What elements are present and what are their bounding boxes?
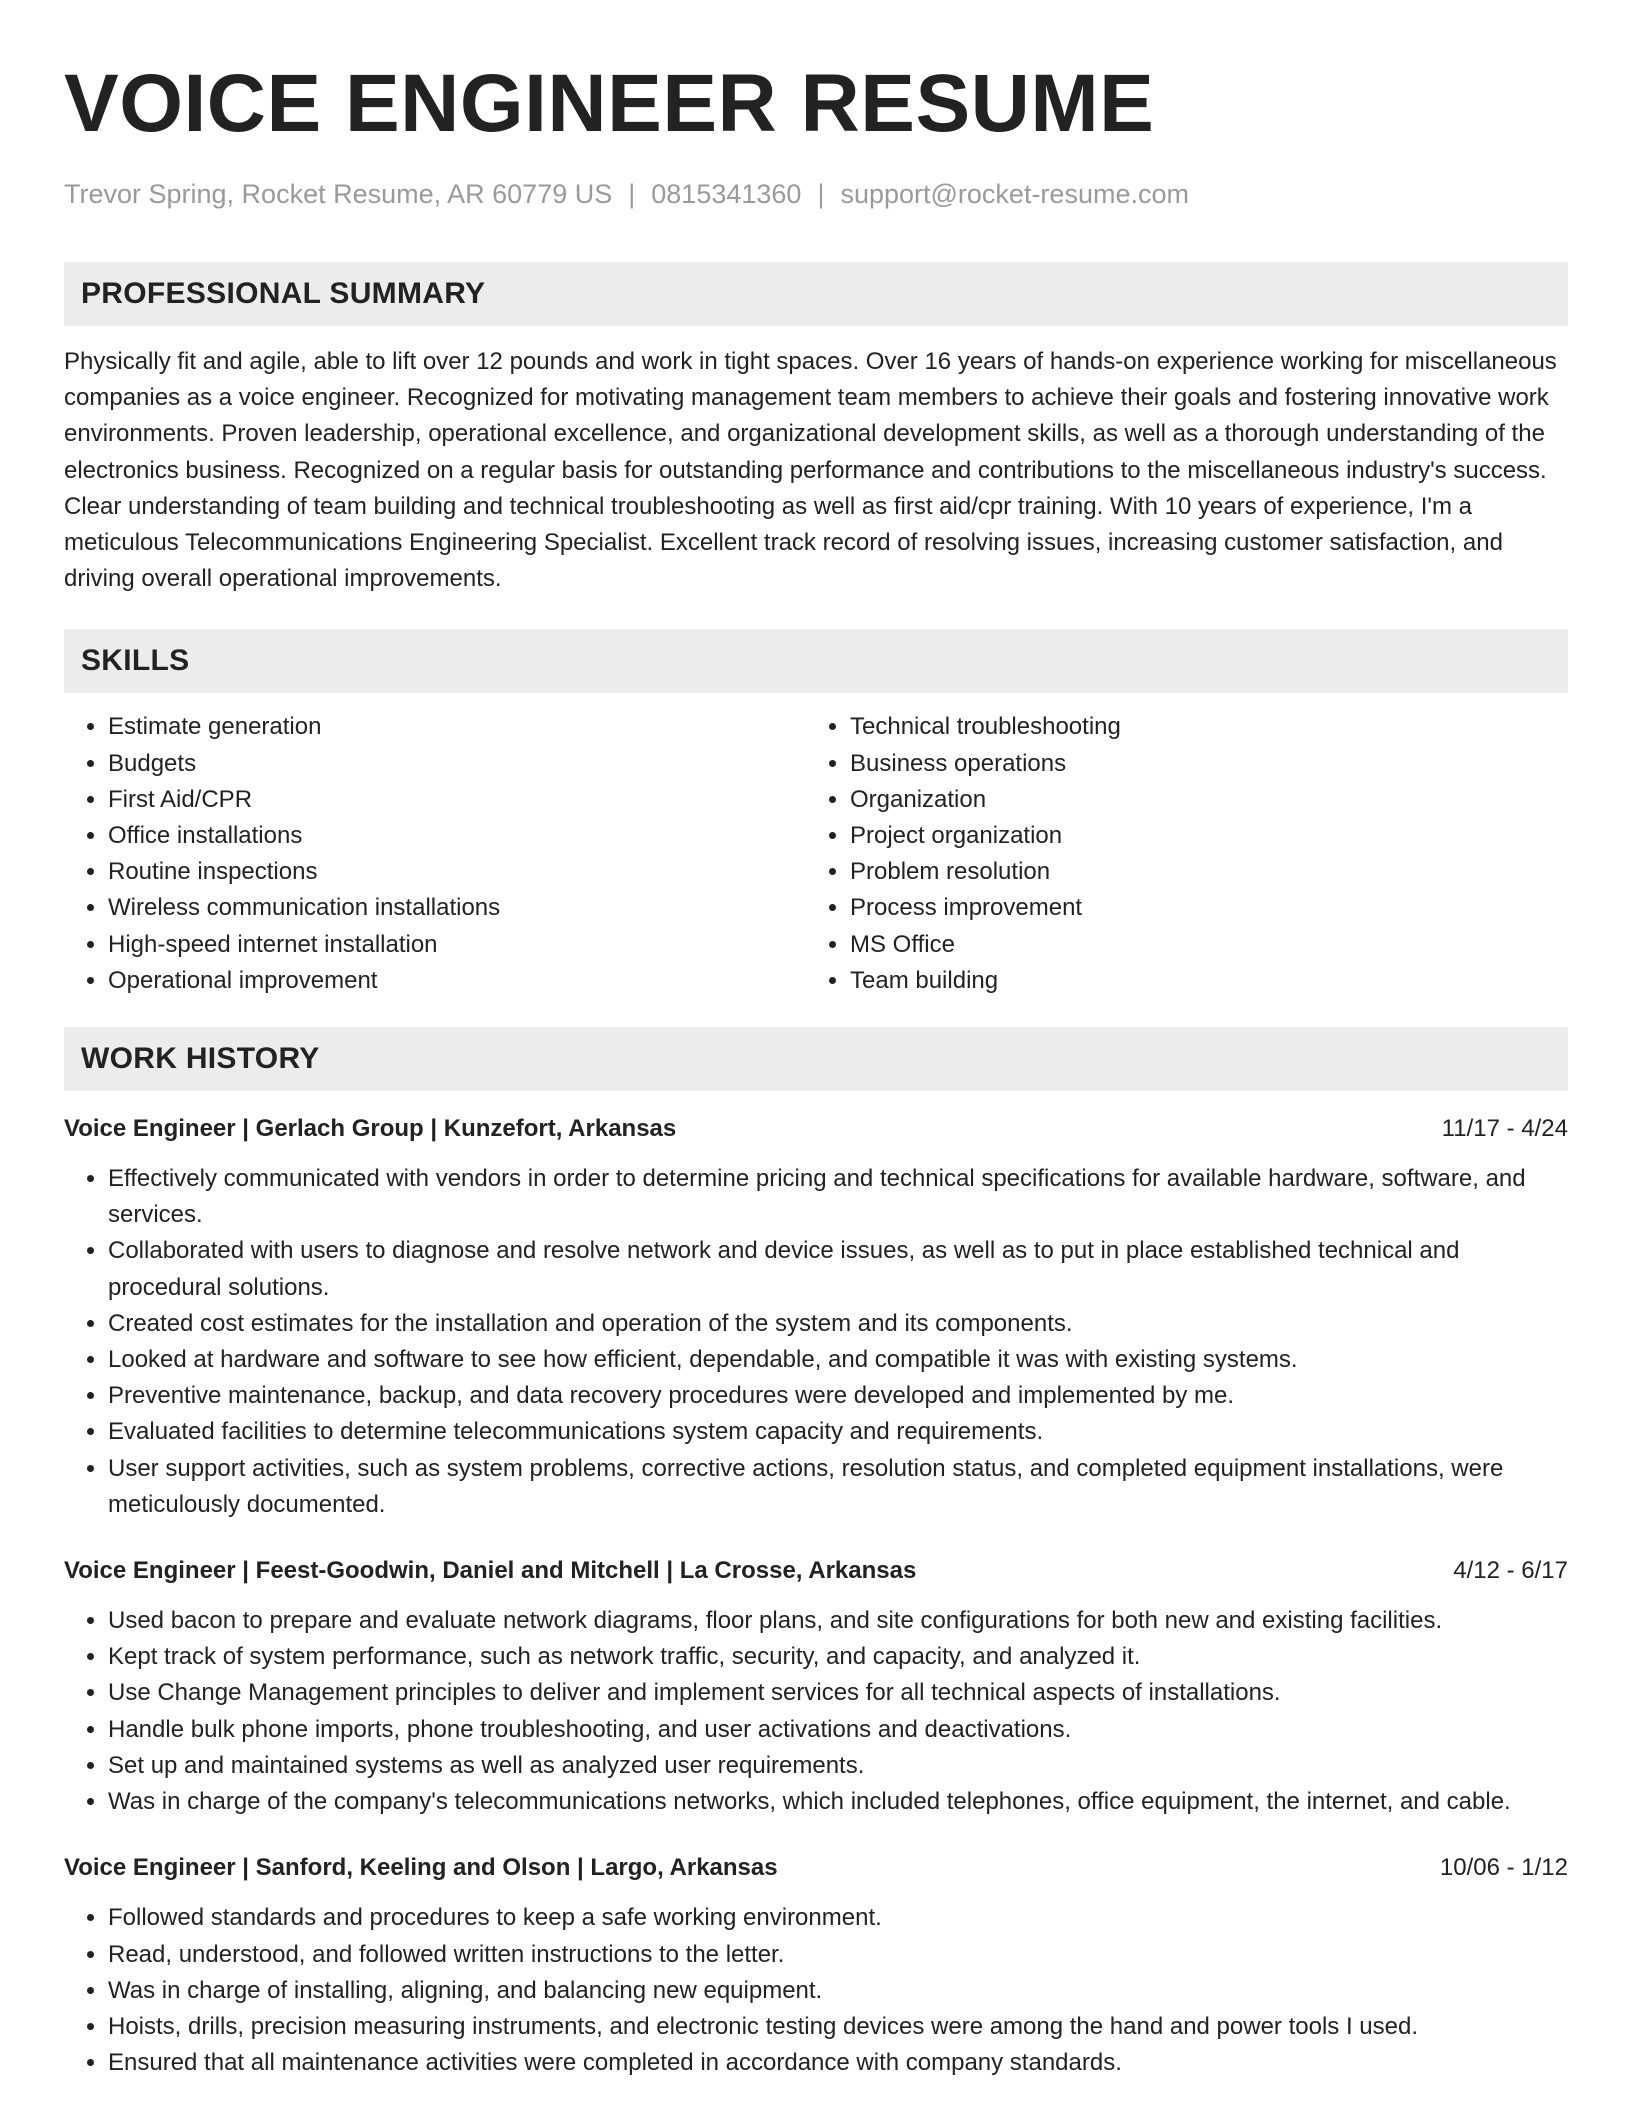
job-dates: 11/17 - 4/24 bbox=[1441, 1115, 1568, 1143]
job-title: Voice Engineer | Gerlach Group | Kunzefort, Arkansas bbox=[64, 1115, 677, 1143]
skill-item: • Office installations bbox=[108, 818, 806, 854]
job-entry bbox=[64, 1553, 1568, 1820]
contact-separator: | bbox=[817, 179, 825, 209]
skill-item: • Team building bbox=[850, 963, 1548, 999]
contact-line bbox=[64, 176, 1568, 212]
job-bullet: • Effectively communicated with vendors in order to determine pricing and technical specifications for available hardware, software, and services. bbox=[108, 1161, 1568, 1233]
skill-item: • Routine inspections bbox=[108, 854, 806, 890]
job-bullet: • Used bacon to prepare and evaluate network diagrams, floor plans, and site configurations for both new and existing facilities. bbox=[108, 1603, 1568, 1639]
contact-separator: | bbox=[628, 179, 636, 209]
skill-item: • Operational improvement bbox=[108, 963, 806, 999]
skills-column-right bbox=[806, 709, 1548, 999]
skill-item: • Business operations bbox=[850, 746, 1548, 782]
job-header bbox=[64, 1850, 1568, 1886]
skill-item: • MS Office bbox=[850, 927, 1548, 963]
job-entry bbox=[64, 1850, 1568, 2081]
job-bullet: • Created cost estimates for the installation and operation of the system and its components. bbox=[108, 1306, 1568, 1342]
job-bullet: • Was in charge of the company's telecommunications networks, which included telephones, office equipment, the internet, and cable. bbox=[108, 1784, 1568, 1820]
skill-item: • Technical troubleshooting bbox=[850, 709, 1548, 745]
resume-title: VOICE ENGINEER RESUME bbox=[64, 58, 1155, 149]
job-bullet: • Set up and maintained systems as well as analyzed user requirements. bbox=[108, 1748, 1568, 1784]
job-bullet: • Followed standards and procedures to keep a safe working environment. bbox=[108, 1900, 1568, 1936]
skill-item: • Estimate generation bbox=[108, 709, 806, 745]
job-bullet: • Was in charge of installing, aligning, and balancing new equipment. bbox=[108, 1973, 1568, 2009]
skill-item: • Process improvement bbox=[850, 890, 1548, 926]
skill-item: • First Aid/CPR bbox=[108, 782, 806, 818]
skills-list bbox=[64, 709, 1568, 999]
job-bullets bbox=[64, 1900, 1568, 2081]
job-entry bbox=[64, 1111, 1568, 1523]
skill-item: • Budgets bbox=[108, 746, 806, 782]
skills-column-left bbox=[64, 709, 806, 999]
contact-email: support@rocket-resume.com bbox=[840, 179, 1189, 209]
skill-item: • Problem resolution bbox=[850, 854, 1548, 890]
job-bullets bbox=[64, 1161, 1568, 1523]
job-bullets bbox=[64, 1603, 1568, 1820]
job-bullet: • Handle bulk phone imports, phone troubleshooting, and user activations and deactivations. bbox=[108, 1712, 1568, 1748]
summary-text: Physically fit and agile, able to lift over 12 pounds and work in tight spaces. Over 16 years of hands-on experience working for miscellaneous companies as a voice engineer. Recognized for motivating management team members to achieve their goals and fostering innovative work environments. Proven leadership, operational excellence, and organizational development skills, as well as a thorough understanding of the electronics business. Recognized on a regular basis for outstanding performance and contributions to the miscellaneous industry's success. Clear understanding of team building and technical troubleshooting as well as first aid/cpr training. With 10 years of experience, I'm a meticulous Telecommunications Engineering Specialist. Excellent track record of resolving issues, increasing customer satisfaction, and driving overall operational improvements. bbox=[64, 348, 1557, 593]
work-history-heading: WORK HISTORY bbox=[64, 1027, 1568, 1091]
summary-heading: PROFESSIONAL SUMMARY bbox=[64, 262, 1568, 326]
job-bullet: • Preventive maintenance, backup, and data recovery procedures were developed and implemented by me. bbox=[108, 1378, 1568, 1414]
job-bullet: • Evaluated facilities to determine telecommunications system capacity and requirements. bbox=[108, 1414, 1568, 1450]
job-bullet: • Use Change Management principles to deliver and implement services for all technical aspects of installations. bbox=[108, 1675, 1568, 1711]
job-dates: 10/06 - 1/12 bbox=[1439, 1854, 1568, 1882]
job-bullet: • User support activities, such as system problems, corrective actions, resolution status, and completed equipment installations, were meticulously documented. bbox=[108, 1451, 1568, 1523]
job-bullet: • Kept track of system performance, such as network traffic, security, and capacity, and analyzed it. bbox=[108, 1639, 1568, 1675]
contact-address: Trevor Spring, Rocket Resume, AR 60779 US bbox=[64, 179, 613, 209]
skill-item: • Organization bbox=[850, 782, 1548, 818]
job-dates: 4/12 - 6/17 bbox=[1453, 1557, 1568, 1585]
job-title: Voice Engineer | Sanford, Keeling and Olson | Largo, Arkansas bbox=[64, 1854, 778, 1882]
job-header bbox=[64, 1111, 1568, 1147]
job-header bbox=[64, 1553, 1568, 1589]
contact-phone: 0815341360 bbox=[651, 179, 802, 209]
job-bullet: • Ensured that all maintenance activities were completed in accordance with company standards. bbox=[108, 2045, 1568, 2081]
job-bullet: • Looked at hardware and software to see how efficient, dependable, and compatible it was with existing systems. bbox=[108, 1342, 1568, 1378]
skill-item: • Project organization bbox=[850, 818, 1548, 854]
job-bullet: • Read, understood, and followed written instructions to the letter. bbox=[108, 1937, 1568, 1973]
job-bullet: • Hoists, drills, precision measuring instruments, and electronic testing devices were among the hand and power tools I used. bbox=[108, 2009, 1568, 2045]
skills-heading: SKILLS bbox=[64, 629, 1568, 693]
skill-item: • High-speed internet installation bbox=[108, 927, 806, 963]
resume-page bbox=[64, 54, 1568, 2081]
job-bullet: • Collaborated with users to diagnose and resolve network and device issues, as well as to put in place established technical and procedural solutions. bbox=[108, 1233, 1568, 1305]
job-title: Voice Engineer | Feest-Goodwin, Daniel and Mitchell | La Crosse, Arkansas bbox=[64, 1557, 917, 1585]
skill-item: • Wireless communication installations bbox=[108, 890, 806, 926]
